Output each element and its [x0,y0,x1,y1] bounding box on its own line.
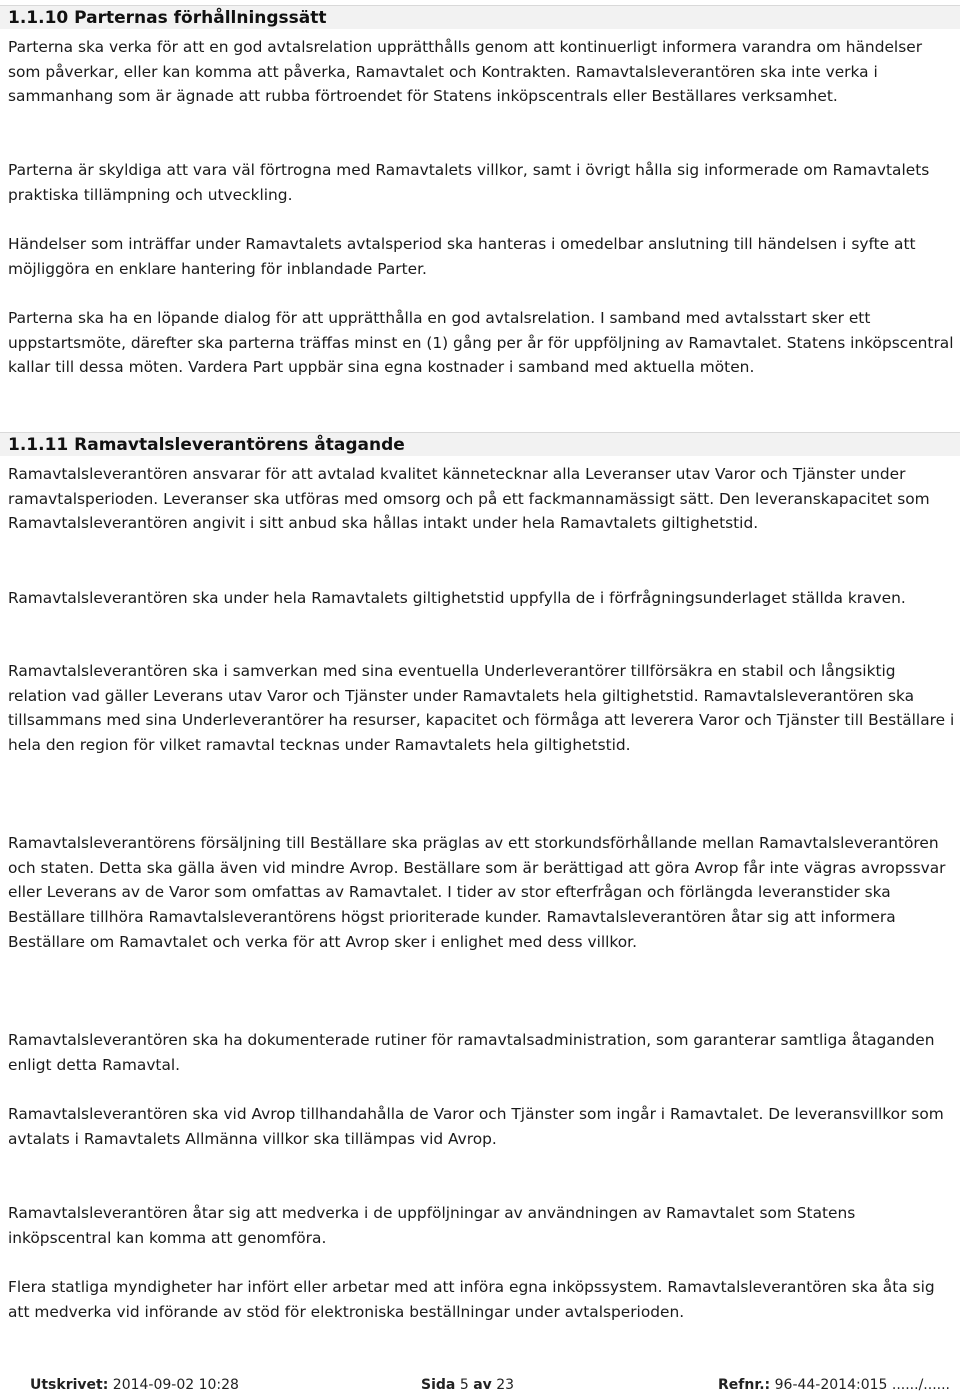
page-footer [8,1376,952,1394]
section-heading-ramavtalsleverantorens-atagande: 1.1.11 Ramavtalsleverantörens åtagande [0,432,960,456]
paragraph: Parterna ska ha en löpande dialog för att upprätthålla en god avtalsrelation. I samband med avtalsstart sker ett uppstartsmöte, därefter ska parterna träffas minst en (1) gång per år för uppföljning av Ramavtalet. Statens inköpscentral kallar till dessa möten. Vardera Part uppbär sina egna kostnader i samband med aktuella möten. [8,309,954,377]
page-current: 5 [459,1377,469,1393]
reference-number [718,1376,950,1394]
paragraph: Flera statliga myndigheter har infört eller arbetar med att införa egna inköpssystem. Ramavtalsleverantören ska åta sig att medverka vid införande av stöd för elektroniska beställningar under avtalsperioden. [8,1278,935,1321]
page-number [421,1376,514,1394]
paragraph: Ramavtalsleverantören ska ha dokumenterade rutiner för ramavtalsadministration, som garanterar samtliga åtaganden enligt detta Ramavtal. [8,1031,935,1074]
printed-value: 2014-09-02 10:28 [112,1377,239,1393]
ref-label: Refnr.: [718,1377,771,1393]
page-label: Sida [421,1377,456,1393]
paragraph: Ramavtalsleverantören ska vid Avrop tillhandahålla de Varor och Tjänster som ingår i Ramavtalet. De leveransvillkor som avtalats i Ramavtalets Allmänna villkor ska tillämpas vid Avrop. [8,1105,944,1148]
paragraph: Ramavtalsleverantören ska under hela Ramavtalets giltighetstid uppfylla de i förfrågningsunderlaget ställda kraven. [8,589,906,607]
printed-label: Utskrivet: [30,1377,109,1393]
paragraph: Parterna är skyldiga att vara väl förtrogna med Ramavtalets villkor, samt i övrigt hålla sig informerade om Ramavtalets praktiska tillämpning och utveckling. [8,161,930,204]
paragraph: Ramavtalsleverantören ska i samverkan med sina eventuella Underleverantörer tillförsäkra en stabil och långsiktig relation vad gäller Leverans utav Varor och Tjänster under Ramavtalets hela giltighetstid. Ramavtalsleverantören ska tillsammans med sina Underleverantörer ha resurser, kapacitet och förmåga att leverera Varor och Tjänster till Beställare i hela den region för vilket ramavtal tecknas under Ramavtalets hela giltighetstid. [8,662,955,755]
paragraph: Ramavtalsleverantören ansvarar för att avtalad kvalitet kännetecknar alla Leveranser utav Varor och Tjänster under ramavtalsperioden. Leveranser ska utföras med omsorg och på ett fackmannamässigt sätt. Den leveranskapacitet som Ramavtalsleverantören angivit i sitt anbud ska hållas intakt under hela Ramavtalets giltighetstid. [8,465,930,533]
ref-value: 96-44-2014:015 ....../...... [774,1377,950,1393]
page-total: 23 [496,1377,515,1393]
paragraph: Parterna ska verka för att en god avtalsrelation upprätthålls genom att kontinuerligt informera varandra om händelser som påverkar, eller kan komma att påverka, Ramavtalet och Kontrakten. Ramavtalsleverantören ska inte verka i sammanhang som är ägnade att rubba förtroendet för Statens inköpscentrals eller Beställares verksamhet. [8,38,923,106]
page-of-label: av [473,1377,492,1393]
printed-date [30,1376,239,1394]
paragraph: Händelser som inträffar under Ramavtalets avtalsperiod ska hanteras i omedelbar anslutning till händelsen i syfte att möjliggöra en enklare hantering för inblandade Parter. [8,235,916,278]
paragraph: Ramavtalsleverantören åtar sig att medverka i de uppföljningar av användningen av Ramavtalet som Statens inköpscentral kan komma att genomföra. [8,1204,856,1247]
paragraph: Ramavtalsleverantörens försäljning till Beställare ska präglas av ett storkundsförhållande mellan Ramavtalsleverantören och staten. Detta ska gälla även vid mindre Avrop. Beställare som är berättigad att göra Avrop får inte vägras avropssvar eller Leverans av de Varor som omfattas av Ramavtalet. I tider av stor efterfrågan och förlängda leveranstider ska Beställare tillhöra Ramavtalsleverantörens högst prioriterade kunder. Ramavtalsleverantören åtar sig att informera Beställare om Ramavtalet och verka för att Avrop sker i enlighet med dess villkor. [8,834,946,951]
section-heading-parternas-forhallningssatt: 1.1.10 Parternas förhållningssätt [0,5,960,29]
